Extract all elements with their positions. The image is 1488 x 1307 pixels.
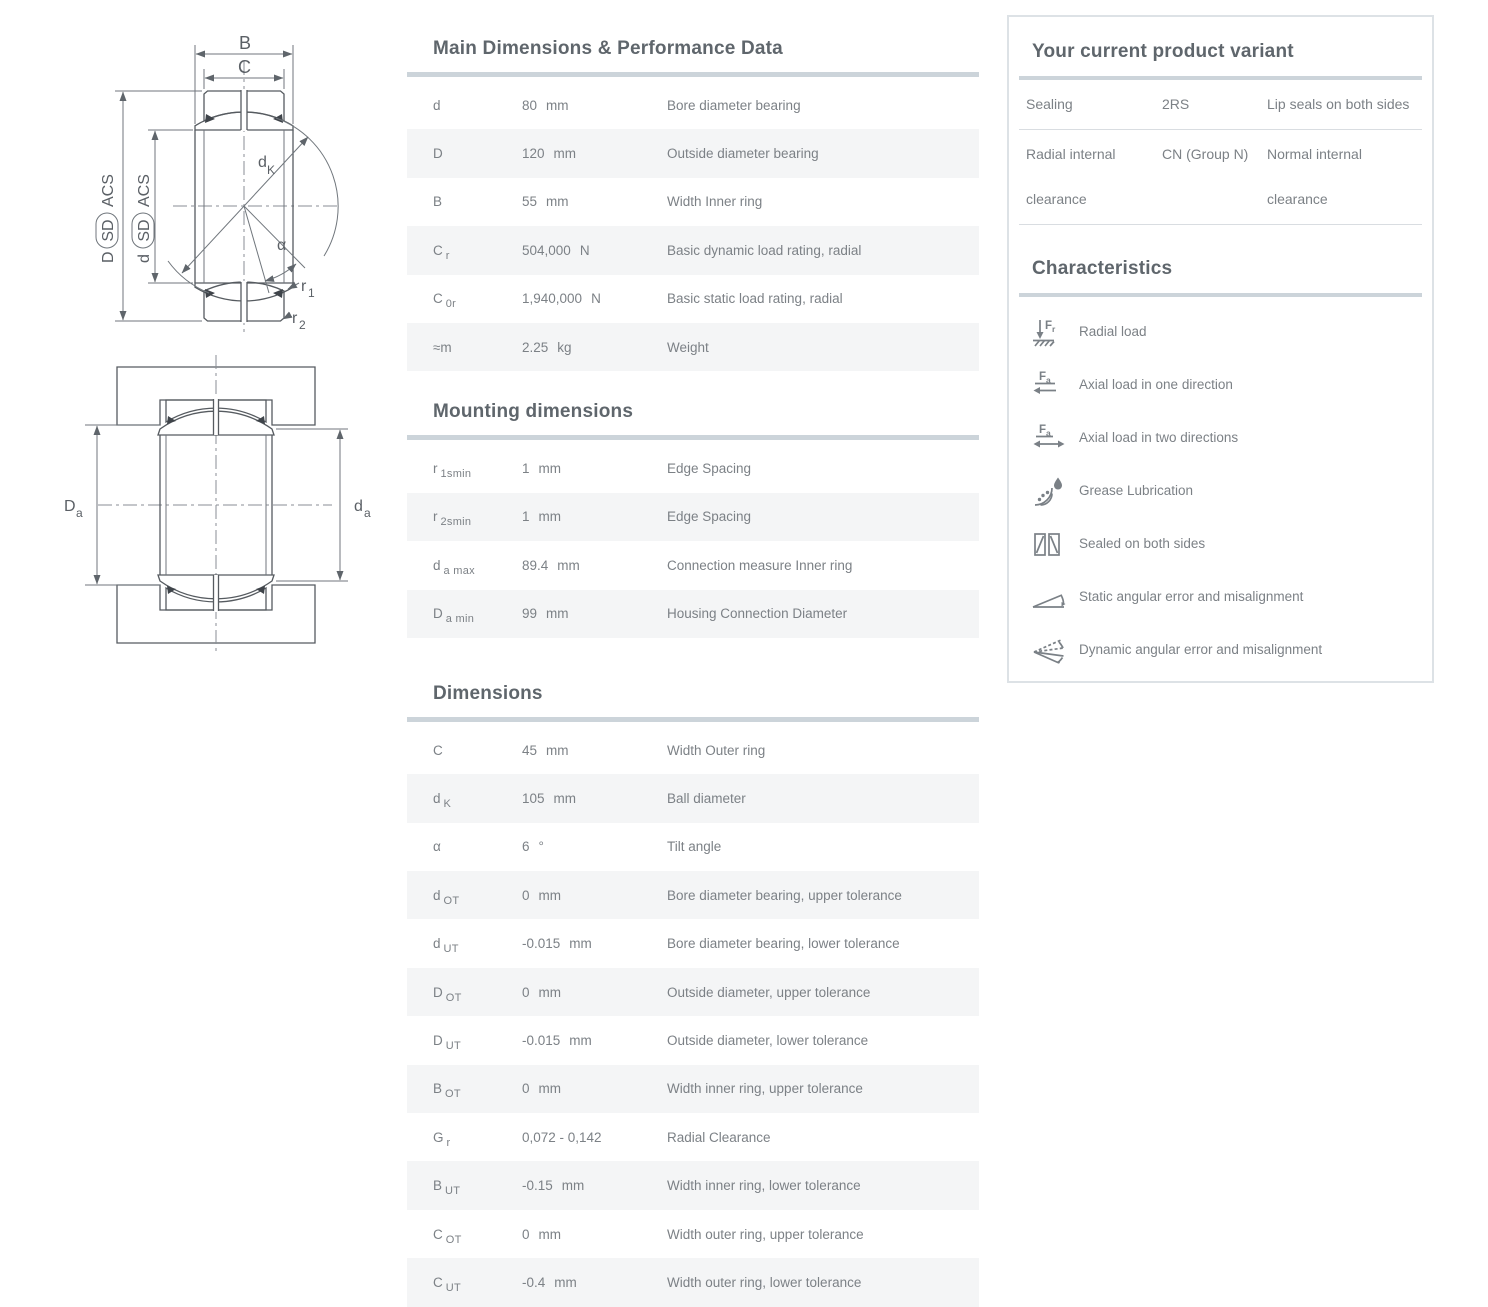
table-row: [407, 1210, 979, 1258]
svg-text:d: d: [136, 254, 153, 263]
description-cell: Basic static load rating, radial: [667, 291, 843, 307]
bearing-mounting-drawing: [40, 345, 385, 665]
characteristic-label: Radial load: [1079, 324, 1147, 339]
symbol-cell: C $_r$: [433, 242, 450, 262]
svg-text:Fa: $F_a$: [1039, 423, 1051, 438]
symbol-cell: B $_{UT}$: [433, 1178, 461, 1198]
svg-text:D: D: [100, 251, 117, 263]
symbol-cell: r $_{2smin}$: [433, 509, 472, 529]
title-underline: [407, 435, 979, 440]
value-cell: 0 mm: [522, 1226, 562, 1242]
svg-text:C: C: [238, 57, 251, 77]
characteristic-item: [1019, 623, 1422, 676]
description-cell: Bore diameter bearing, upper tolerance: [667, 887, 902, 903]
value-cell: 1,940,000 N: [522, 291, 601, 307]
svg-text:d: d: [258, 154, 267, 171]
description-cell: Outside diameter, upper tolerance: [667, 984, 871, 1000]
description-cell: Bore diameter bearing, lower tolerance: [667, 936, 900, 952]
title-underline: [1019, 293, 1422, 297]
mounting-dimensions-title: Mounting dimensions: [433, 401, 634, 423]
table-row: [407, 823, 979, 871]
table-row: [407, 726, 979, 774]
table-row: [407, 1161, 979, 1209]
table-row: [407, 178, 979, 226]
value-cell: 120 mm: [522, 146, 577, 162]
svg-text:Fr: $F_r$: [1045, 319, 1056, 334]
variant-row: [1019, 130, 1422, 225]
main-dimensions-table: [407, 81, 979, 371]
symbol-cell: C: [433, 742, 443, 758]
axial-load-one-direction-icon: [1032, 370, 1066, 400]
svg-text:α: α: [277, 237, 287, 254]
description-cell: Tilt angle: [667, 839, 722, 855]
variant-table: [1019, 80, 1422, 225]
svg-text:1: 1: [308, 286, 315, 300]
main-dimensions-title: Main Dimensions & Performance Data: [433, 38, 783, 59]
dim-C: [204, 57, 284, 89]
symbol-cell: D: [433, 146, 443, 162]
value-cell: 1 mm: [522, 509, 562, 525]
variant-code: 2RS: [1162, 96, 1190, 112]
variant-title: Your current product variant: [1032, 41, 1294, 62]
description-cell: Width inner ring, lower tolerance: [667, 1178, 861, 1194]
symbol-cell: d $_{UT}$: [433, 936, 459, 956]
value-cell: 0 mm: [522, 1081, 562, 1097]
svg-text:d: d: [354, 498, 363, 515]
value-cell: 2.25 kg: [522, 339, 572, 355]
characteristic-item: [1019, 517, 1422, 570]
characteristics-title: Characteristics: [1032, 258, 1173, 279]
static-angular-error-icon: [1032, 582, 1066, 612]
variant-label: Radial internal clearance: [1026, 146, 1116, 207]
svg-text:a: a: [364, 506, 371, 520]
table-row: [407, 1016, 979, 1064]
description-cell: Width outer ring, upper tolerance: [667, 1226, 864, 1242]
description-cell: Outside diameter bearing: [667, 146, 819, 162]
characteristic-item: [1019, 358, 1422, 411]
value-cell: 105 mm: [522, 790, 577, 806]
symbol-cell: D $_{a min}$: [433, 606, 475, 626]
symbol-cell: D $_{UT}$: [433, 1032, 462, 1052]
symbol-cell: D $_{OT}$: [433, 984, 462, 1004]
characteristics-list: [1019, 305, 1422, 676]
symbol-cell: B: [433, 194, 443, 210]
svg-text:a: a: [76, 506, 83, 520]
characteristic-label: Axial load in two directions: [1079, 430, 1239, 445]
main-dimensions-section: [407, 38, 979, 371]
symbol-cell: G $_r$: [433, 1129, 451, 1149]
dimensions-section: [407, 683, 979, 1307]
table-row: [407, 1113, 979, 1161]
svg-text:r: r: [301, 278, 307, 295]
description-cell: Edge Spacing: [667, 461, 752, 477]
grease-lubrication-icon: [1032, 476, 1066, 506]
table-row: [407, 226, 979, 274]
dim-dK: [182, 137, 308, 273]
value-cell: -0.4 mm: [522, 1274, 577, 1290]
dim-r1: [288, 278, 315, 300]
table-row: [407, 919, 979, 967]
svg-text:2: 2: [299, 318, 306, 332]
value-cell: -0.015 mm: [522, 1032, 592, 1048]
symbol-cell: C $_{OT}$: [433, 1226, 462, 1246]
characteristic-label: Dynamic angular error and misalignment: [1079, 642, 1323, 657]
table-row: [407, 129, 979, 177]
description-cell: Radial Clearance: [667, 1129, 771, 1145]
value-cell: 89.4 mm: [522, 557, 580, 573]
description-cell: Outside diameter, lower tolerance: [667, 1032, 869, 1048]
dimensions-table: [407, 726, 979, 1307]
symbol-cell: d $_{a max}$: [433, 557, 475, 577]
svg-text:SD: SD: [100, 219, 117, 242]
value-cell: 80 mm: [522, 97, 569, 113]
variant-code: CN (Group N): [1162, 146, 1249, 162]
variant-description: Normal internal clearance: [1267, 146, 1362, 207]
symbol-cell: C $_{0r}$: [433, 291, 457, 311]
value-cell: 504,000 N: [522, 242, 590, 258]
table-row: [407, 1065, 979, 1113]
characteristic-label: Sealed on both sides: [1079, 536, 1206, 551]
svg-text:ACS: ACS: [100, 174, 117, 207]
table-row: [407, 493, 979, 541]
symbol-cell: d $_{OT}$: [433, 887, 460, 907]
title-underline: [407, 717, 979, 722]
description-cell: Basic dynamic load rating, radial: [667, 242, 862, 258]
description-cell: Ball diameter: [667, 790, 746, 806]
symbol-cell: α: [433, 839, 441, 855]
variant-label: Sealing: [1026, 96, 1073, 112]
characteristic-item: [1019, 464, 1422, 517]
table-row: [407, 323, 979, 371]
radial-load-icon: [1032, 317, 1066, 347]
value-cell: 0,072 - 0,142: [522, 1129, 602, 1145]
characteristic-label: Grease Lubrication: [1079, 483, 1194, 498]
axial-load-two-directions-icon: [1032, 423, 1066, 453]
symbol-cell: B $_{OT}$: [433, 1081, 461, 1101]
table-row: [407, 590, 979, 638]
dynamic-angular-error-icon: [1032, 635, 1066, 665]
mounting-dimensions-section: [407, 401, 979, 638]
bearing-cross-section-drawing: [55, 25, 360, 340]
dim-r2: [283, 310, 306, 332]
spec-tables-column: [407, 38, 979, 1307]
value-cell: 55 mm: [522, 194, 569, 210]
table-row: [407, 444, 979, 492]
table-row: [407, 275, 979, 323]
description-cell: Weight: [667, 339, 709, 355]
title-underline: [407, 72, 979, 77]
symbol-cell: C $_{UT}$: [433, 1274, 462, 1294]
symbol-cell: d: [433, 97, 441, 113]
description-cell: Width Outer ring: [667, 742, 766, 758]
mounting-dimensions-table: [407, 444, 979, 638]
table-row: [407, 1258, 979, 1306]
value-cell: 99 mm: [522, 606, 569, 622]
product-variant-panel: [1007, 15, 1434, 683]
value-cell: 0 mm: [522, 984, 562, 1000]
svg-text:Fa: $F_a$: [1039, 370, 1051, 385]
description-cell: Edge Spacing: [667, 509, 752, 525]
characteristic-item: [1019, 570, 1422, 623]
sealed-both-sides-icon: [1032, 529, 1066, 559]
svg-text:B: B: [239, 33, 252, 53]
svg-text:ACS: ACS: [136, 174, 153, 207]
description-cell: Width inner ring, upper tolerance: [667, 1081, 863, 1097]
dimensions-title: Dimensions: [433, 682, 543, 704]
characteristic-label: Static angular error and misalignment: [1079, 589, 1304, 604]
symbol-cell: r $_{1smin}$: [433, 461, 472, 481]
svg-text:D: D: [64, 498, 76, 515]
value-cell: 1 mm: [522, 461, 562, 477]
characteristic-item: [1019, 305, 1422, 358]
characteristic-item: [1019, 411, 1422, 464]
svg-text:SD: SD: [136, 219, 153, 242]
table-row: [407, 541, 979, 589]
table-row: [407, 81, 979, 129]
description-cell: Width Inner ring: [667, 194, 763, 210]
description-cell: Connection measure Inner ring: [667, 557, 853, 573]
description-cell: Housing Connection Diameter: [667, 606, 848, 622]
dim-alpha: [244, 206, 305, 293]
table-row: [407, 968, 979, 1016]
symbol-cell: ≈m: [433, 339, 452, 355]
value-cell: 45 mm: [522, 742, 569, 758]
table-row: [407, 774, 979, 822]
variant-description: Lip seals on both sides: [1267, 96, 1410, 112]
value-cell: -0.15 mm: [522, 1178, 585, 1194]
variant-row: [1019, 80, 1422, 130]
value-cell: 6 °: [522, 839, 544, 855]
description-cell: Width outer ring, lower tolerance: [667, 1274, 862, 1290]
value-cell: -0.015 mm: [522, 936, 592, 952]
description-cell: Bore diameter bearing: [667, 97, 801, 113]
svg-text:K: K: [267, 163, 276, 177]
value-cell: 0 mm: [522, 887, 562, 903]
svg-text:r: r: [292, 310, 298, 327]
characteristic-label: Axial load in one direction: [1079, 377, 1233, 392]
table-row: [407, 871, 979, 919]
symbol-cell: d $_K$: [433, 790, 452, 810]
